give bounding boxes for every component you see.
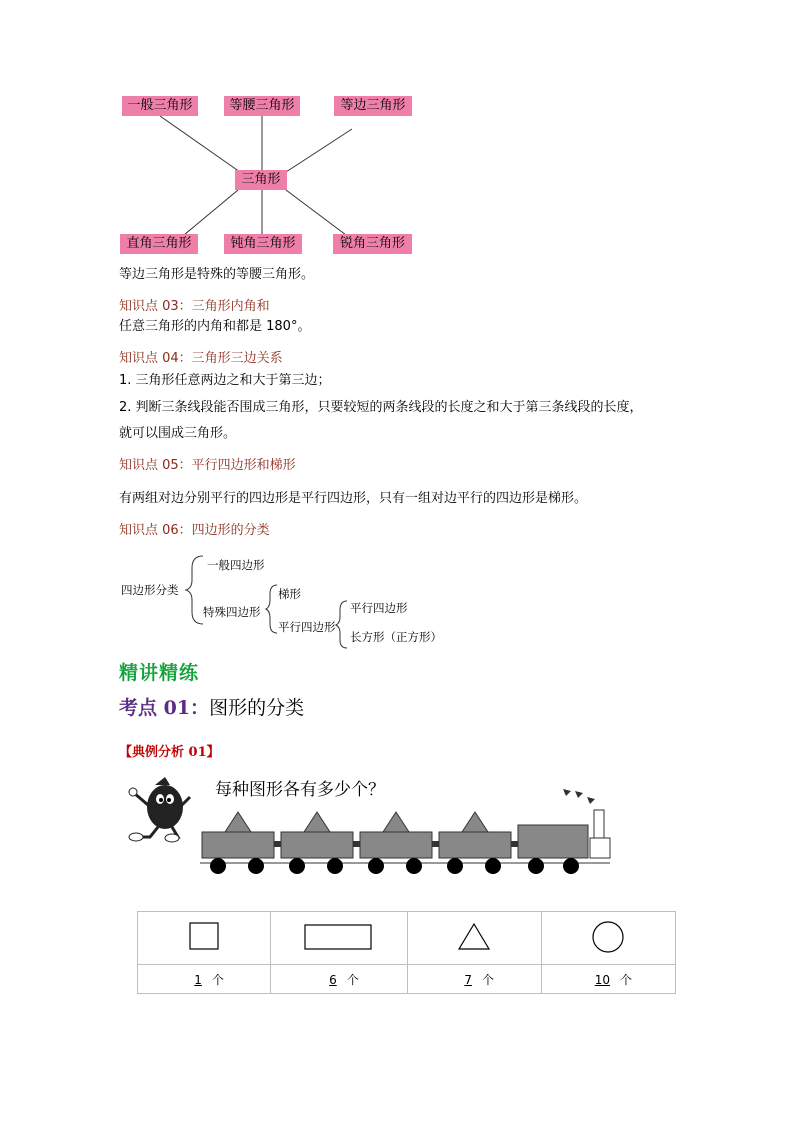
answer-square: 1 [194,972,202,987]
box-isosceles-triangle: 等腰三角形 [224,96,300,116]
train-engine [518,825,588,858]
quad-parallelogram: 平行四边形 [278,620,336,634]
unit-label: 个 [211,972,224,987]
kp03-body: 任意三角形的内角和都是 180°。 [119,319,311,334]
train-illustration [120,765,615,880]
brace-level3 [336,601,347,648]
eggplant-character [129,777,190,842]
wheel-7 [447,858,463,874]
wheel-9 [528,858,544,874]
kp03-title: 知识点 03：三角形内角和 [119,299,270,314]
wheel-4 [327,858,343,874]
car-triangle-2 [304,812,330,832]
box-obtuse-triangle: 钝角三角形 [224,234,302,254]
kp04-item-1: 1. 三角形任意两边之和大于第三边； [119,373,331,388]
table-row [138,912,676,965]
car-triangle-1 [225,812,251,832]
box-equilateral-triangle: 等边三角形 [334,96,412,116]
car-triangle-3 [383,812,409,832]
train-car-4 [439,832,511,858]
kp06-title: 知识点 06：四边形的分类 [119,523,270,538]
wheel-5 [368,858,384,874]
exam-point-title [119,693,304,720]
wheel-1 [210,858,226,874]
kp05-title: 知识点 05：平行四边形和梯形 [119,458,296,473]
box-right-triangle: 直角三角形 [120,234,198,254]
coupler-3 [432,841,439,847]
engine-cab [590,838,610,858]
kp05-body: 有两组对边分别平行的四边形是平行四边形，只有一组对边平行的四边形是梯形。 [119,491,588,506]
kp04-title: 知识点 04：三角形三边关系 [119,351,283,366]
quad-trapezoid: 梯形 [278,587,301,601]
unit-label: 个 [346,972,359,987]
quad-parallelogram-sub: 平行四边形 [350,601,408,615]
box-acute-triangle: 锐角三角形 [333,234,412,254]
kp04-item-2: 2. 判断三条线段能否围成三角形，只要较短的两条线段的长度之和大于第三条线段的长度， [119,400,643,415]
answer-triangle: 7 [464,972,473,987]
quad-root: 四边形分类 [121,583,179,597]
section-title: 精讲精练 [119,662,200,684]
coupler-1 [274,841,281,847]
quad-rectangle: 长方形（正方形） [350,630,442,644]
train-car-3 [360,832,432,858]
answer-rectangle: 6 [329,972,337,987]
train-car-2 [281,832,353,858]
wheel-8 [485,858,501,874]
brace-level1 [186,556,203,624]
illustration-caption: 每种图形各有多少个？ [215,780,385,800]
wheel-10 [563,858,579,874]
note-equilateral: 等边三角形是特殊的等腰三角形。 [119,267,315,282]
wheel-6 [406,858,422,874]
exam-point-text: 图形的分类 [209,697,305,719]
quad-general: 一般四边形 [207,558,265,572]
car-triangle-4 [462,812,488,832]
coupler-4 [511,841,518,847]
coupler-2 [353,841,360,847]
smoke-3 [587,797,595,804]
box-triangle-center: 三角形 [235,170,287,190]
engine-chimney [594,810,604,838]
square-icon [184,918,224,954]
box-general-triangle: 一般三角形 [122,96,198,116]
table-row [138,965,676,994]
unit-label: 个 [620,972,633,987]
exam-point-num: 考点 01： [119,697,210,719]
train-car-1 [202,832,274,858]
shape-count-table [137,911,676,994]
wheel-3 [289,858,305,874]
unit-label: 个 [482,972,495,987]
triangle-icon [454,918,494,954]
kp04-item-3: 就可以围成三角形。 [119,426,237,441]
smoke-1 [563,789,571,796]
circle-icon [588,918,628,954]
answer-circle: 10 [594,972,611,987]
smoke-2 [575,791,583,798]
quad-special: 特殊四边形 [203,605,261,619]
wheel-2 [248,858,264,874]
example-label: 【典例分析 01】 [119,745,220,760]
brace-level2 [266,585,277,633]
rectangle-icon [303,918,375,954]
